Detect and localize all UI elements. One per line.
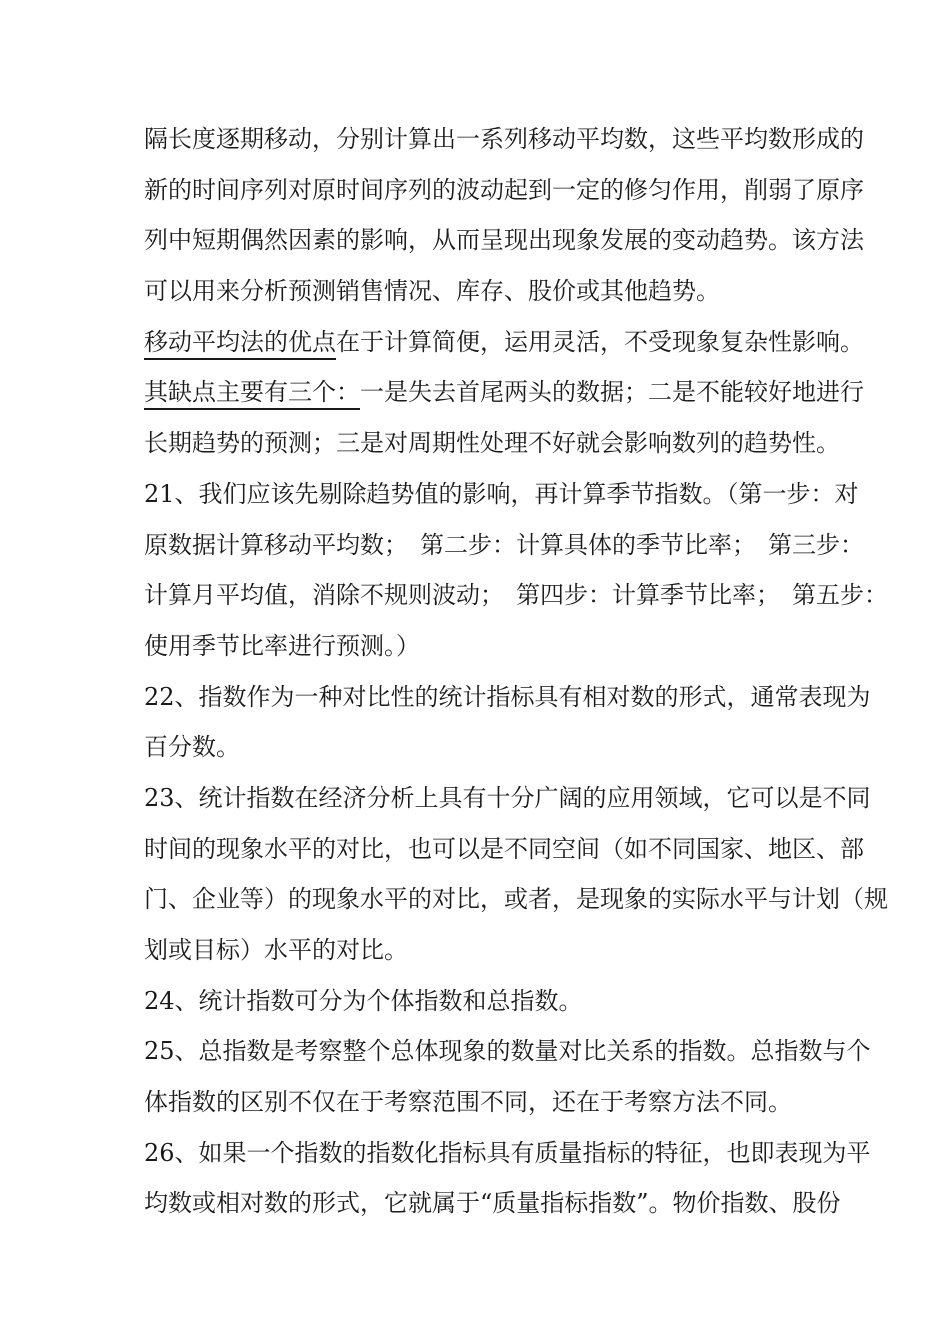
- text-segment: 在于计算简便，运用灵活，不受现象复杂性影响。: [336, 327, 864, 356]
- text-line: 时间的现象水平的对比，也可以是不同空间（如不同国家、地区、部: [144, 834, 864, 863]
- text-line: 23、统计指数在经济分析上具有十分广阔的应用领域，它可以是不同: [144, 783, 871, 812]
- underlined-phrase: 移动平均法的优点: [144, 328, 336, 360]
- text-line: 24、统计指数可分为个体指数和总指数。: [144, 986, 583, 1015]
- text-line: [144, 367, 864, 418]
- text-line: 22、指数作为一种对比性的统计指标具有相对数的形式，通常表现为: [144, 682, 871, 711]
- text-line: 使用季节比率进行预测。）: [144, 631, 420, 660]
- text-line: 隔长度逐期移动，分别计算出一系列移动平均数，这些平均数形成的: [144, 125, 864, 153]
- text-line: 新的时间序列对原时间序列的波动起到一定的修匀作用，削弱了原序: [144, 175, 864, 204]
- text-line: 计算月平均值，消除不规则波动； 第四步：计算季节比率； 第五步：: [144, 581, 888, 610]
- text-line: [144, 317, 864, 368]
- body-text: [144, 114, 888, 1229]
- text-line: 原数据计算移动平均数； 第二步：计算具体的季节比率； 第三步：: [144, 530, 864, 559]
- underlined-phrase: 其缺点主要有三个：: [144, 378, 360, 410]
- text-line: 可以用来分析预测销售情况、库存、股价或其他趋势。: [144, 277, 720, 306]
- text-line: 门、企业等）的现象水平的对比，或者，是现象的实际水平与计划（规: [144, 885, 888, 914]
- text-line: 列中短期偶然因素的影响，从而呈现出现象发展的变动趋势。该方法: [144, 226, 864, 255]
- text-line: 21、我们应该先剔除趋势值的影响，再计算季节指数。（第一步：对: [144, 479, 859, 508]
- text-line: 25、总指数是考察整个总体现象的数量对比关系的指数。总指数与个: [144, 1037, 871, 1066]
- text-line: 长期趋势的预测；三是对周期性处理不好就会影响数列的趋势性。: [144, 429, 840, 458]
- text-line: 体指数的区别不仅在于考察范围不同，还在于考察方法不同。: [144, 1088, 792, 1117]
- text-line: 均数或相对数的形式，它就属于“质量指标指数”。物价指数、股份: [144, 1189, 841, 1218]
- text-line: 百分数。: [144, 733, 240, 762]
- text-line: 划或目标）水平的对比。: [144, 936, 408, 964]
- text-segment: 一是失去首尾两头的数据；二是不能较好地进行: [360, 378, 864, 407]
- text-line: 26、如果一个指数的指数化指标具有质量指标的特征，也即表现为平: [144, 1138, 871, 1167]
